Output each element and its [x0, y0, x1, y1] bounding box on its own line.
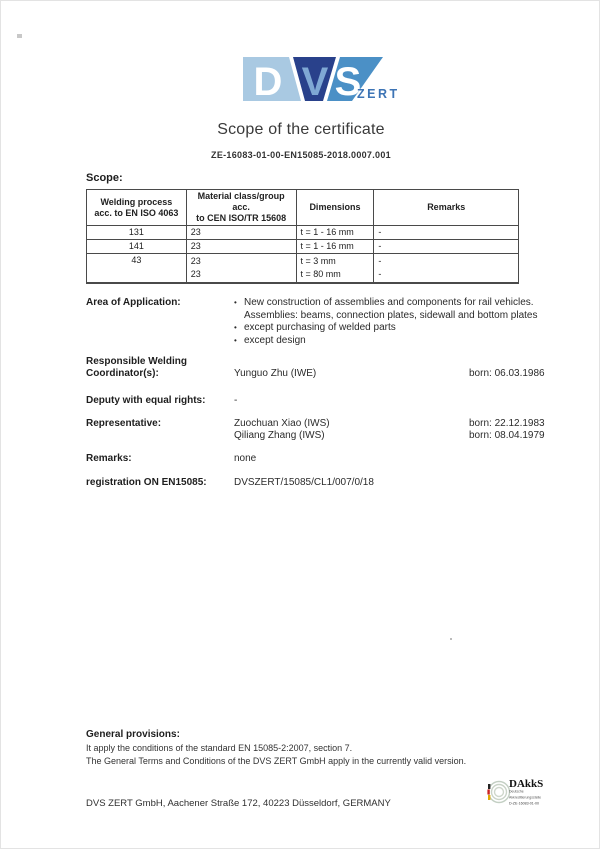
general-provisions-heading: General provisions: [86, 729, 180, 740]
registration-section [86, 477, 546, 489]
page-title: Scope of the certificate [217, 121, 385, 138]
cell-line: - [378, 269, 382, 279]
representative-born: born: 22.12.1983 [469, 418, 545, 429]
header-line: Welding process [100, 196, 173, 207]
coordinator-section [86, 356, 546, 380]
list-item [234, 310, 538, 323]
deputy-section [86, 395, 546, 407]
header-line: Dimensions [309, 202, 361, 212]
coordinator-label: Responsible Welding Coordinator(s): [86, 356, 187, 379]
dakks-logo [487, 778, 559, 809]
cell-process: 43 [87, 254, 187, 284]
area-of-application-section [86, 297, 546, 347]
cell-line: 23 [190, 256, 201, 266]
company-address: DVS ZERT GmbH, Aachener Straße 172, 40223 Düsseldorf, GERMANY [86, 798, 391, 809]
logo-letter-v: V [301, 60, 329, 101]
col-header-remarks [374, 190, 519, 226]
remarks-section [86, 453, 546, 465]
list-item-text: Assemblies: beams, connection plates, sidewall and bottom plates [244, 309, 538, 321]
col-header-material-class [186, 190, 296, 226]
cell-remarks: - [374, 226, 519, 240]
scan-artifact [450, 638, 452, 640]
cell-dimensions [296, 254, 374, 284]
provision-line: The General Terms and Conditions of the DVS ZERT GmbH apply in the currently valid version. [86, 756, 467, 766]
table-row [87, 254, 519, 284]
area-of-application-list [234, 297, 538, 347]
table-row [87, 226, 519, 240]
dakks-text-block [509, 778, 564, 809]
remarks-value: none [234, 453, 257, 464]
cell-dimensions: t = 1 - 16 mm [296, 240, 374, 254]
representative-born-dates [469, 418, 546, 442]
table-header-row [87, 190, 519, 226]
col-header-welding-process [87, 190, 187, 226]
cell-material: 23 [186, 226, 296, 240]
header-line: Material class/group acc. [197, 191, 285, 212]
cell-dimensions: t = 1 - 16 mm [296, 226, 374, 240]
logo-letter-s: S [334, 60, 362, 101]
scan-artifact [17, 34, 22, 38]
dakks-registration: D-ZE-16083-01-00 [509, 802, 540, 806]
cell-process: 131 [87, 226, 187, 240]
remarks-label: Remarks: [86, 453, 132, 464]
cell-remarks: - [374, 240, 519, 254]
scope-table [86, 189, 519, 284]
header-line: to CEN ISO/TR 15608 [196, 213, 287, 223]
main-content [86, 172, 546, 489]
dakks-rings-icon [487, 780, 511, 804]
list-item-text: except design [244, 334, 306, 346]
dakks-subline: Akkreditierungsstelle [509, 796, 542, 800]
cell-process: 141 [87, 240, 187, 254]
logo-letter-d: D [253, 60, 283, 101]
scope-heading: Scope: [86, 172, 123, 184]
bullet-icon: • [234, 323, 237, 332]
logo-zert-text: ZERT [357, 87, 400, 101]
dakks-subline: Deutsche [509, 790, 524, 794]
cell-remarks [374, 254, 519, 284]
dakks-name: DAkkS [509, 778, 544, 790]
coordinator-born: born: 06.03.1986 [469, 368, 545, 379]
cell-line: t = 80 mm [300, 269, 341, 279]
list-item [234, 322, 538, 335]
cell-line: 23 [190, 269, 201, 279]
deputy-label: Deputy with equal rights: [86, 395, 206, 406]
area-of-application-label: Area of Application: [86, 297, 181, 308]
representative-born: born: 08.04.1979 [469, 430, 545, 441]
list-item [234, 297, 538, 310]
deputy-value: - [234, 395, 238, 406]
provision-line: It apply the conditions of the standard EN 15085-2:2007, section 7. [86, 743, 353, 753]
representative-name: Qiliang Zhang (IWS) [234, 430, 325, 441]
list-item-text: except purchasing of welded parts [244, 322, 396, 333]
list-item [234, 335, 538, 348]
table-row [87, 240, 519, 254]
certificate-number: ZE-16083-01-00-EN15085-2018.0007.001 [211, 150, 391, 160]
registration-value: DVSZERT/15085/CL1/007/0/18 [234, 477, 374, 488]
dvs-logo-graphic [243, 57, 401, 101]
dvs-zert-logo [243, 57, 401, 101]
list-item-text: New construction of assemblies and components for rail vehicles. [244, 297, 534, 308]
cell-line: t = 3 mm [300, 256, 336, 266]
general-provisions-section [86, 729, 536, 768]
representative-name: Zuochuan Xiao (IWS) [234, 418, 330, 429]
representative-label: Representative: [86, 418, 162, 429]
cell-material [186, 254, 296, 284]
cell-material: 23 [186, 240, 296, 254]
representative-section [86, 418, 546, 442]
bullet-icon: • [234, 298, 237, 307]
bullet-icon: • [234, 335, 237, 345]
header-line: acc. to EN ISO 4063 [94, 207, 179, 218]
col-header-dimensions [296, 190, 374, 226]
cell-line: - [378, 256, 382, 266]
header-line: Remarks [427, 202, 466, 212]
coordinator-name: Yunguo Zhu (IWE) [234, 368, 317, 379]
registration-label: registration ON EN15085: [86, 477, 207, 488]
representative-names [234, 418, 469, 442]
bullet-spacer [234, 310, 244, 323]
